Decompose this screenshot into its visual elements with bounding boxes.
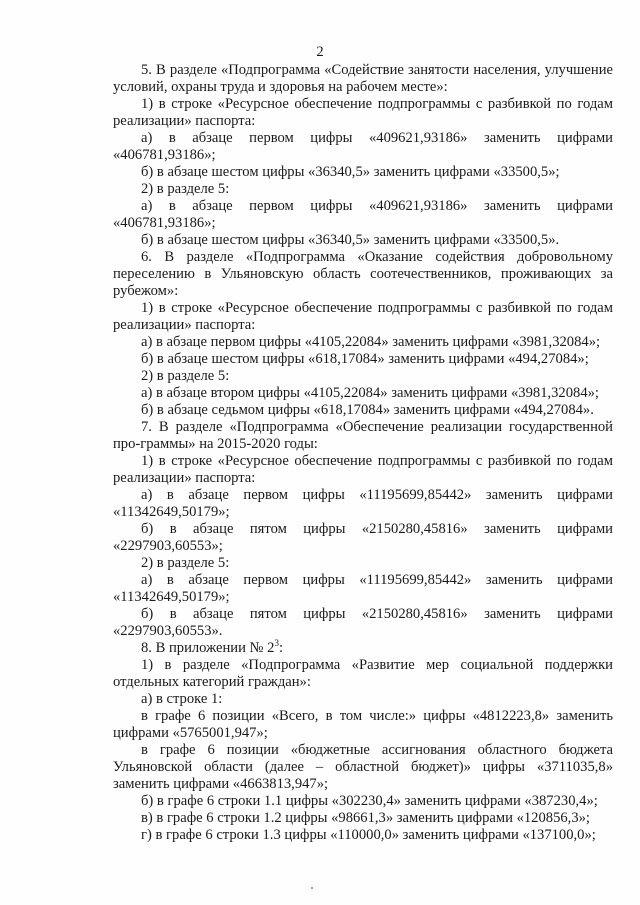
appendix-heading-prefix: 8. В приложении № 2 [141, 640, 275, 656]
paragraph-s8-row1: а) в строке 1: [141, 691, 223, 707]
paragraph-s5-passport-b: б) в абзаце шестом цифры «36340,5» заменить цифрами «33500,5»; [141, 164, 560, 180]
paragraph-s8-row1-1: б) в графе 6 строки 1.1 цифры «302230,4» заменить цифрами «387230,4»; [141, 793, 598, 809]
document-body [113, 62, 613, 844]
appendix-heading-superscript: 3 [274, 638, 279, 649]
paragraph-s7-section5-b: б) в абзаце пятом цифры «2150280,45816» заменить цифрами «2297903,60553». [113, 606, 613, 639]
paragraph-s8-row1-total: в графе 6 позиции «Всего, в том числе:» цифры «4812223,8» заменить цифрами «5765001,947»; [113, 708, 613, 741]
paragraph-s6-passport-row: 1) в строке «Ресурсное обеспечение подпрограммы с разбивкой по годам реализации» паспорта: [113, 300, 613, 333]
paragraph-s7-passport-a: а) в абзаце первом цифры «11195699,85442» заменить цифрами «11342649,50179»; [113, 487, 613, 520]
paragraph-section-7: 7. В разделе «Подпрограмма «Обеспечение реализации государственной про-граммы» на 2015-2020 годы: [113, 419, 613, 452]
paragraph-s8-row1-2: в) в графе 6 строки 1.2 цифры «98661,3» заменить цифрами «120856,3»; [141, 810, 590, 826]
paragraph-section-6: 6. В разделе «Подпрограмма «Оказание содействия добровольному переселению в Ульяновскую область соотечественников, проживающих за рубежом»: [113, 249, 613, 299]
paragraph-s8-subprogram: 1) в разделе «Подпрограмма «Развитие мер социальной поддержки отдельных категорий граждан»: [113, 657, 613, 690]
paragraph-section-8 [113, 640, 613, 657]
paragraph-s7-passport-b: б) в абзаце пятом цифры «2150280,45816» заменить цифрами «2297903,60553»; [113, 521, 613, 554]
paragraph-s8-row1-budget: в графе 6 позиции «бюджетные ассигнования областного бюджета Ульяновской области (далее – областной бюджет)» цифры «3711035,8» заменить цифрами «4663813,947»; [113, 742, 613, 792]
paragraph-s5-section5: 2) в разделе 5: [141, 181, 230, 197]
paragraph-s7-passport-row: 1) в строке «Ресурсное обеспечение подпрограммы с разбивкой по годам реализации» паспорта: [113, 453, 613, 486]
page-number: 2 [316, 44, 324, 60]
paragraph-s6-passport-b: б) в абзаце шестом цифры «618,17084» заменить цифрами «494,27084»; [141, 351, 589, 367]
scan-speck [311, 887, 313, 889]
appendix-heading-suffix: : [278, 640, 283, 656]
paragraph-s7-section5-a: а) в абзаце первом цифры «11195699,85442» заменить цифрами «11342649,50179»; [113, 572, 613, 605]
paragraph-s7-section5: 2) в разделе 5: [141, 555, 230, 571]
paragraph-s5-section5-a: а) в абзаце первом цифры «409621,93186» заменить цифрами «406781,93186»; [113, 198, 613, 231]
paragraph-s6-passport-a: а) в абзаце первом цифры «4105,22084» заменить цифрами «3981,32084»; [141, 334, 601, 350]
paragraph-s5-passport-a: а) в абзаце первом цифры «409621,93186» заменить цифрами «406781,93186»; [113, 130, 613, 163]
paragraph-s6-section5: 2) в разделе 5: [141, 368, 230, 384]
paragraph-s8-row1-3: г) в графе 6 строки 1.3 цифры «110000,0» заменить цифрами «137100,0»; [141, 827, 596, 843]
paragraph-section-5: 5. В разделе «Подпрограмма «Содействие занятости населения, улучшение условий, охраны труда и здоровья на рабочем месте»: [113, 62, 613, 95]
paragraph-s5-section5-b: б) в абзаце шестом цифры «36340,5» заменить цифрами «33500,5». [141, 232, 560, 248]
paragraph-s6-section5-a: а) в абзаце втором цифры «4105,22084» заменить цифрами «3981,32084»; [141, 385, 599, 401]
paragraph-s5-passport-row: 1) в строке «Ресурсное обеспечение подпрограммы с разбивкой по годам реализации» паспорта: [113, 96, 613, 129]
paragraph-s6-section5-b: б) в абзаце седьмом цифры «618,17084» заменить цифрами «494,27084». [141, 402, 594, 418]
